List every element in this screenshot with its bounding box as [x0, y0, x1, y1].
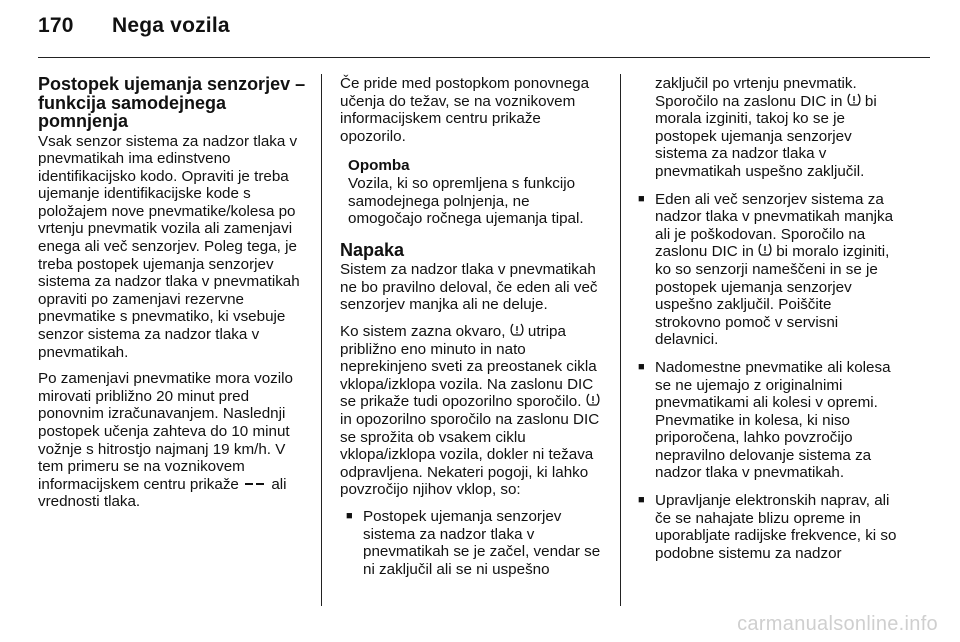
header-rule	[38, 57, 930, 58]
fault-conditions-list	[340, 508, 606, 578]
bullet-icon: ■	[346, 509, 353, 522]
list-item: ■ Eden ali več senzorjev sistema za nadzor tlaka v pnevmatikah manjka ali je poškodovan. Sporočilo na zaslonu DIC in bi moralo izginiti, ko so senzorji nameščeni in se je postopek ujemanja senzorjev uspešno zaključil. Poiščite strokovno pomoč v servisni delavnici.	[638, 190, 894, 349]
section-heading-auto-learn: Postopek ujemanja senzorjev – funkcija samodejnega pomnjenja	[38, 74, 306, 131]
paragraph-fault-intro: Sistem za nadzor tlaka v pnevmatikah ne bo pravilno deloval, če eden ali več senzorjev manjka ali ne deluje.	[340, 261, 598, 314]
list-item: ■ Upravljanje elektronskih naprav, ali če se nahajate blizu opreme in uporabljate radijske frekvence, ki so podobne sistemu za nadzor	[638, 492, 897, 562]
section-heading-fault: Napaka	[340, 239, 405, 260]
fault-conditions-list-continued	[638, 191, 900, 563]
bullet-icon: ■	[638, 192, 645, 205]
paragraph-relearn-drive: Po zamenjavi pnevmatike mora vozilo mirovati približno 20 minut pred ponovnim izračunavanjem. Naslednji postopek učenja zahteva do 10 minut vožnje s hitrostjo najmanj 19 km/h. V tem primeru se na voznikovem informacijskem centru prikaže ali vrednosti tlaka.	[38, 370, 293, 511]
tire-pressure-warning-icon	[758, 243, 772, 256]
paragraph-fault-detect: Ko sistem zazna okvaro, utripa približno eno minuto in nato neprekinjeno sveti za preostanek cikla vklopa/izklopa vozila. Na zaslonu DIC se prikaže tudi opozorilno sporočilo. in opozorilno sporočilo na zaslonu DIC se sprožita ob vsakem ciklu vklopa/izklopa vozila, dokler ni težava odpravljena. Nekateri pogoji, ki lahko povzročijo njihov vklop, so:	[340, 323, 600, 499]
watermark: carmanualsonline.info	[737, 613, 938, 635]
chapter-title: Nega vozila	[112, 14, 230, 37]
column-2	[340, 75, 606, 588]
page-header	[38, 14, 930, 38]
column-3	[638, 75, 900, 572]
note-text: Vozila, ki so opremljena s funkcijo samodejnega polnjenja, ne omogočajo ročnega ujemanja tipal.	[348, 174, 584, 228]
page-number: 170	[38, 14, 74, 37]
note-title: Opomba	[348, 157, 410, 175]
bullet-icon: ■	[638, 360, 645, 373]
column-1	[38, 75, 306, 520]
column-divider-2	[620, 74, 621, 606]
column-divider-1	[321, 74, 322, 606]
list-item: ■ Nadomestne pnevmatike ali kolesa se ne ujemajo z originalnimi pnevmatikami ali kolesi v opremi. Pnevmatike in kolesa, ki niso priporočena, lahko povzročijo nepravilno delovanje sistema za nadzor tlaka v pnevmatikah.	[638, 358, 891, 482]
bullet-icon: ■	[638, 494, 645, 507]
paragraph-sensor-id: Vsak senzor sistema za nadzor tlaka v pnevmatikah ima edinstveno identifikacijsko kodo. Opraviti je treba ujemanje identifikacijske kode s položajem nove pnevmatike/kolesa po vrtenju pnevmatik vozila ali zamenjavi enega ali več senzorjev. Poleg tega, je treba postopek ujemanja senzorjev sistema za nadzor tlaka v pnevmatikah opraviti po zamenjavi rezervne pnevmatike s pnevmatiko, ki vsebuje senzor sistema za nadzor tlaka v pnevmatikah.	[38, 132, 300, 361]
paragraph-relearn-problem: Če pride med postopkom ponovnega učenja do težav, se na voznikovem informacijskem centru prikaže opozorilo.	[340, 75, 590, 145]
note-box	[348, 157, 606, 227]
tire-pressure-warning-icon	[586, 393, 600, 406]
list-item: ■ Postopek ujemanja senzorjev sistema za nadzor tlaka v pnevmatikah se je začel, vendar se ni zaključil ali se ni uspešno	[346, 507, 601, 578]
tire-pressure-warning-icon	[510, 323, 524, 336]
double-dash-icon	[243, 479, 267, 489]
tire-pressure-warning-icon	[847, 93, 861, 106]
list-item-continued: zaključil po vrtenju pnevmatik. Sporočilo na zaslonu DIC in bi morala izginiti, takoj ko se je postopek ujemanja senzorjev sistema za nadzor tlaka v pnevmatikah uspešno zaključil.	[655, 75, 877, 180]
